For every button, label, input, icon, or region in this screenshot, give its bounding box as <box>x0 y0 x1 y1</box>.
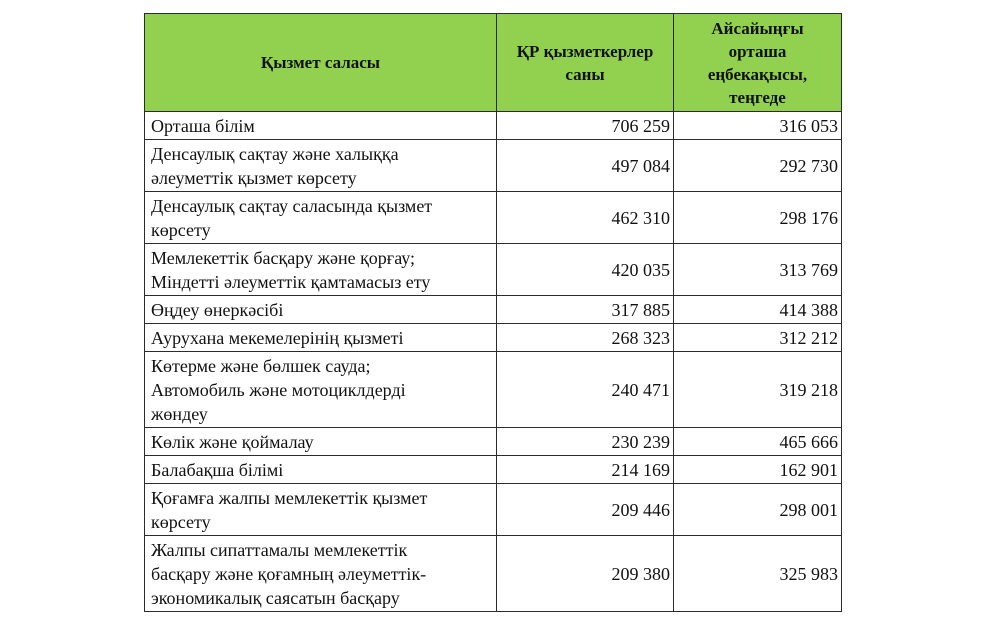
sector-name-cell: Жалпы сипаттамалы мемлекеттік басқару және қоғамның әлеуметтік- экономикалық саясатын басқару <box>145 536 497 612</box>
average-salary-cell: 162 901 <box>674 456 842 484</box>
header-activity-sector-label: Қызмет саласы <box>260 53 381 72</box>
average-salary-cell: 319 218 <box>674 352 842 428</box>
average-salary-cell: 325 983 <box>674 536 842 612</box>
sector-name-cell: Көлік және қоймалау <box>145 428 497 456</box>
employee-count-cell: 706 259 <box>497 112 674 140</box>
employee-count-cell: 462 310 <box>497 192 674 244</box>
employee-count-cell: 420 035 <box>497 244 674 296</box>
employee-count-cell: 268 323 <box>497 324 674 352</box>
sector-name-cell: Денсаулық сақтау және халыққа әлеуметтік қызмет көрсету <box>145 140 497 192</box>
header-employee-count-label: ҚР қызметкерлер саны <box>516 41 654 84</box>
average-salary-cell: 414 388 <box>674 296 842 324</box>
employee-count-cell: 214 169 <box>497 456 674 484</box>
employee-count-cell: 317 885 <box>497 296 674 324</box>
employee-count-cell: 240 471 <box>497 352 674 428</box>
table-body <box>145 112 842 612</box>
table-row <box>145 192 842 244</box>
sector-name-cell: Өңдеу өнеркәсібі <box>145 296 497 324</box>
sector-name-cell: Аурухана мекемелерінің қызметі <box>145 324 497 352</box>
table-row <box>145 296 842 324</box>
data-table <box>144 13 842 612</box>
average-salary-cell: 465 666 <box>674 428 842 456</box>
average-salary-cell: 292 730 <box>674 140 842 192</box>
average-salary-cell: 316 053 <box>674 112 842 140</box>
sector-name-cell: Көтерме және бөлшек сауда; Автомобиль және мотоциклдерді жөндеу <box>145 352 497 428</box>
sector-name-cell: Балабақша білімі <box>145 456 497 484</box>
average-salary-cell: 313 769 <box>674 244 842 296</box>
employee-count-cell: 497 084 <box>497 140 674 192</box>
table-row <box>145 536 842 612</box>
header-employee-count <box>497 14 674 112</box>
table-row <box>145 456 842 484</box>
sector-name-cell: Орташа білім <box>145 112 497 140</box>
employee-count-cell: 209 380 <box>497 536 674 612</box>
header-average-salary <box>674 14 842 112</box>
employee-count-cell: 209 446 <box>497 484 674 536</box>
employee-count-cell: 230 239 <box>497 428 674 456</box>
average-salary-cell: 298 176 <box>674 192 842 244</box>
table-row <box>145 324 842 352</box>
sector-name-cell: Мемлекеттік басқару және қорғау; Міндетті әлеуметтік қамтамасыз ету <box>145 244 497 296</box>
table-row <box>145 112 842 140</box>
header-average-salary-label: Айсайыңғы орташа еңбекақысы, теңгеде <box>707 18 808 107</box>
table-row <box>145 244 842 296</box>
table-row <box>145 140 842 192</box>
average-salary-cell: 312 212 <box>674 324 842 352</box>
table-row <box>145 484 842 536</box>
sector-name-cell: Денсаулық сақтау саласында қызмет көрсету <box>145 192 497 244</box>
sector-name-cell: Қоғамға жалпы мемлекеттік қызмет көрсету <box>145 484 497 536</box>
table-row <box>145 352 842 428</box>
header-activity-sector <box>145 14 497 112</box>
table-row <box>145 428 842 456</box>
average-salary-cell: 298 001 <box>674 484 842 536</box>
header-row <box>145 14 842 112</box>
